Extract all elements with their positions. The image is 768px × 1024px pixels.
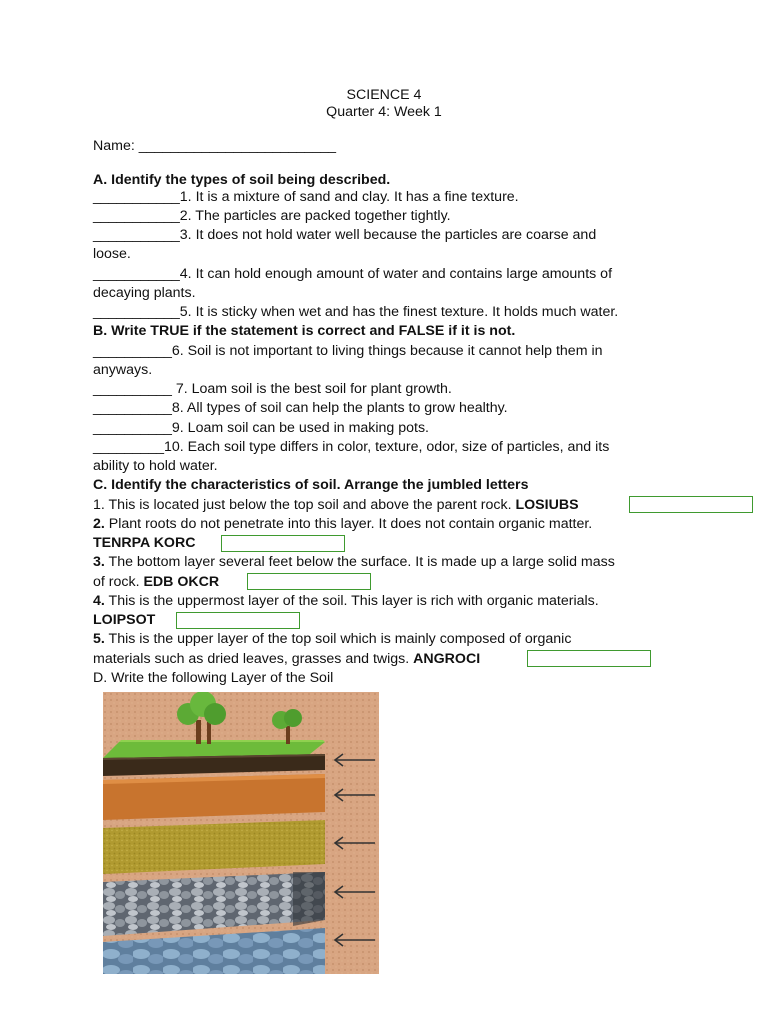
question-3 — [93, 554, 615, 571]
section-a-item-2: ___________2. The particles are packed together tightly. — [93, 208, 451, 224]
section-b-item-10: _________10. Each soil type differs in color, texture, odor, size of particles, and its — [93, 439, 610, 455]
name-line: Name: _________________________ — [93, 138, 336, 154]
section-a-item-4-cont: decaying plants. — [93, 285, 196, 301]
section-a-item-1: ___________1. It is a mixture of sand and clay. It has a fine texture. — [93, 189, 519, 205]
section-d-heading: D. Write the following Layer of the Soil — [93, 670, 334, 686]
section-a-heading: A. Identify the types of soil being described. — [93, 172, 391, 188]
section-a-item-3: ___________3. It does not hold water well because the particles are coarse and — [93, 227, 597, 243]
answer-box-1[interactable] — [629, 496, 753, 513]
question-3-number: 3. — [93, 554, 105, 570]
section-a-item-4: ___________4. It can hold enough amount of water and contains large amounts of — [93, 266, 613, 282]
question-4-number: 4. — [93, 593, 105, 609]
question-5-jumbled-word: ANGROCI — [413, 651, 481, 667]
question-5-number: 5. — [93, 631, 105, 647]
question-1-jumbled-word: LOSIUBS — [515, 497, 579, 513]
question-3-text: The bottom layer several feet below the surface. It is made up a large solid mass — [104, 554, 615, 570]
subtitle: Quarter 4: Week 1 — [326, 104, 442, 120]
question-1-text: 1. This is located just below the top soil and above the parent rock. — [93, 497, 516, 513]
section-b-item-6: __________6. Soil is not important to living things because it cannot help them in — [93, 343, 603, 359]
section-b-heading: B. Write TRUE if the statement is correct and FALSE if it is not. — [93, 323, 516, 339]
question-2-text: Plant roots do not penetrate into this layer. It does not contain organic matter. — [104, 516, 593, 532]
answer-box-4[interactable] — [176, 612, 300, 629]
section-b-item-9: __________9. Loam soil can be used in making pots. — [93, 420, 430, 436]
question-5-cont — [93, 651, 480, 668]
question-4 — [93, 593, 599, 610]
question-2 — [93, 516, 592, 533]
question-3-cont — [93, 574, 219, 591]
section-b-item-10-cont: ability to hold water. — [93, 458, 218, 474]
title: SCIENCE 4 — [346, 87, 422, 103]
soil-layers-illustration — [103, 692, 379, 974]
section-a-item-5: ___________5. It is sticky when wet and has the finest texture. It holds much water. — [93, 304, 619, 320]
question-1 — [93, 497, 579, 514]
question-2-jumbled-word: TENRPA KORC — [93, 535, 196, 551]
section-b-item-8: __________8. All types of soil can help the plants to grow healthy. — [93, 400, 508, 416]
question-4-jumbled-word: LOIPSOT — [93, 612, 156, 628]
answer-box-5[interactable] — [527, 650, 651, 667]
question-3-text-cont: of rock. — [93, 574, 144, 590]
question-3-jumbled-word: EDB OKCR — [143, 574, 220, 590]
section-b-item-7: __________ 7. Loam soil is the best soil for plant growth. — [93, 381, 452, 397]
answer-box-3[interactable] — [247, 573, 371, 590]
section-a-item-3-cont: loose. — [93, 246, 131, 262]
question-5-text: This is the upper layer of the top soil which is mainly composed of organic — [104, 631, 572, 647]
question-4-text: This is the uppermost layer of the soil. This layer is rich with organic materials. — [104, 593, 599, 609]
section-b-item-6-cont: anyways. — [93, 362, 153, 378]
question-5-text-cont: materials such as dried leaves, grasses and twigs. — [93, 651, 414, 667]
question-2-number: 2. — [93, 516, 105, 532]
section-c-heading: C. Identify the characteristics of soil. Arrange the jumbled letters — [93, 477, 529, 493]
question-5 — [93, 631, 571, 648]
answer-box-2[interactable] — [221, 535, 345, 552]
